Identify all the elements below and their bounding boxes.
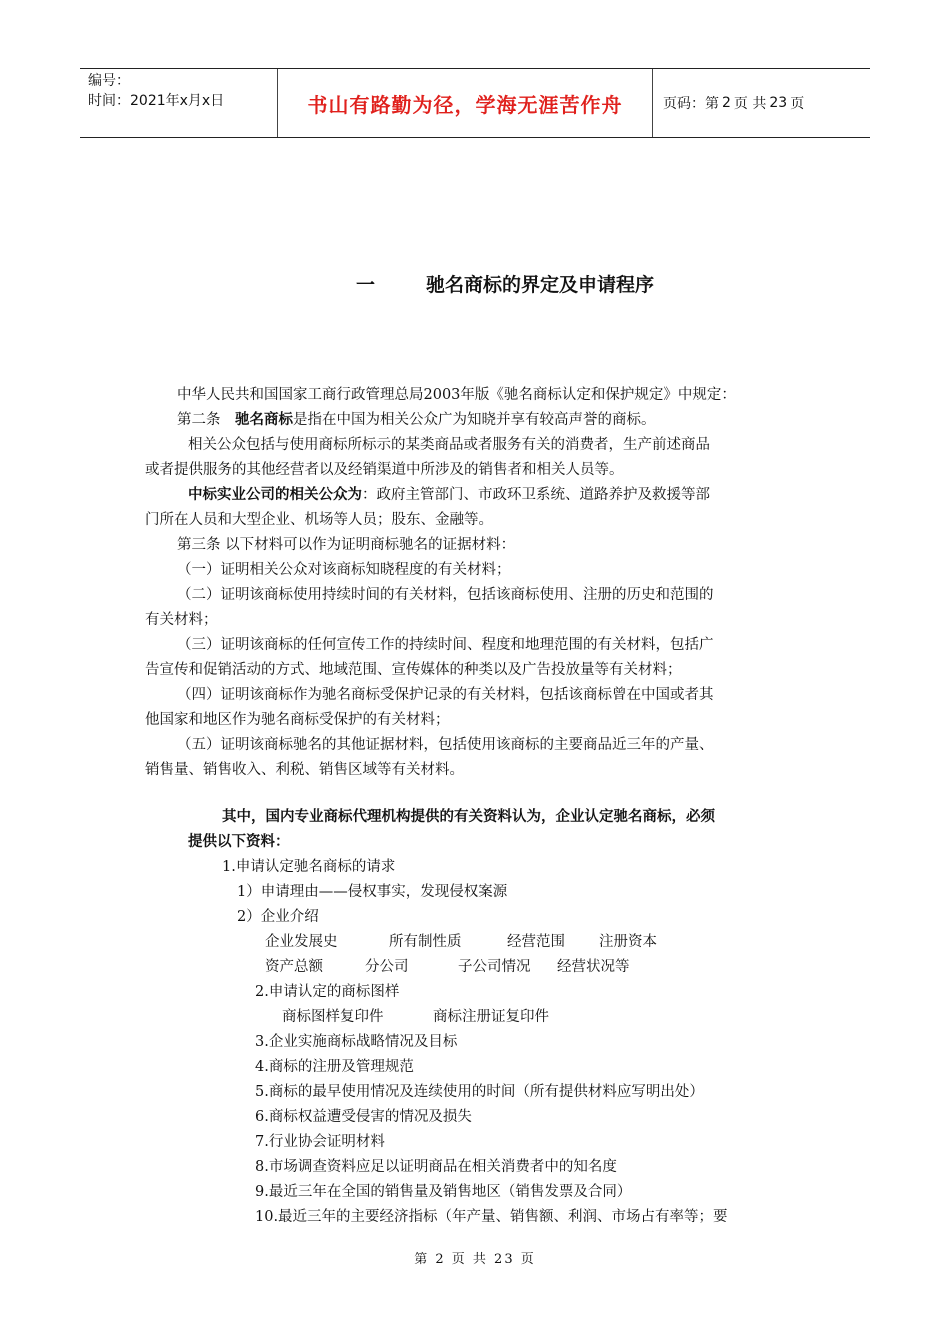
para-2-rest: 是指在中国为相关公众广为知晓并享有较高声誉的商标。 bbox=[293, 412, 656, 428]
list-subitem: 注册资本 bbox=[599, 934, 657, 950]
para-8b: 告宣传和促销活动的方式、地域范围、宣传媒体的种类以及广告投放量等有关材料； bbox=[145, 662, 682, 678]
para-4c: 门所在人员和大型企业、机场等人员；股东、金融等。 bbox=[145, 512, 493, 528]
list-item-6: 6.商标权益遭受侵害的情况及损失 bbox=[255, 1109, 472, 1125]
list-subitem: 子公司情况 bbox=[458, 959, 531, 975]
list-item-3: 3.企业实施商标战略情况及目标 bbox=[255, 1034, 458, 1050]
list-item-9: 9.最近三年在全国的销售量及销售地区（销售发票及合同） bbox=[255, 1184, 632, 1200]
list-item-1: 1.申请认定驰名商标的请求 bbox=[222, 859, 396, 875]
page-header bbox=[80, 68, 870, 138]
date-label: 时间：2021年x月x日 bbox=[88, 93, 225, 109]
list-item-1a: 1）申请理由——侵权事实，发现侵权案源 bbox=[237, 884, 508, 900]
para-5: 第三条 以下材料可以作为证明商标驰名的证据材料： bbox=[177, 537, 516, 553]
para-7a: （二）证明该商标使用持续时间的有关材料，包括该商标使用、注册的历史和范围的 bbox=[177, 587, 714, 603]
page-footer: 第 2 页 共 23 页 bbox=[414, 1252, 536, 1267]
para-3a: 相关公众包括与使用商标所标示的某类商品或者服务有关的消费者，生产前述商品 bbox=[188, 437, 710, 453]
page-end: 页 bbox=[790, 96, 805, 112]
para-10a: （五）证明该商标驰名的其他证据材料，包括使用该商标的主要商品近三年的产量、 bbox=[177, 737, 714, 753]
list-item-2: 2.申请认定的商标图样 bbox=[255, 984, 400, 1000]
para-2 bbox=[177, 409, 656, 431]
section-number: 一 bbox=[355, 274, 375, 296]
list-subitem: 经营状况等 bbox=[557, 959, 630, 975]
para-2-bold: 驰名商标 bbox=[235, 412, 293, 428]
para-3b: 或者提供服务的其他经营者以及经销渠道中所涉及的销售者和相关人员等。 bbox=[145, 462, 624, 478]
header-motto-cell bbox=[278, 69, 653, 137]
para-4-rest: ：政府主管部门、市政环卫系统、道路养护及救援等部 bbox=[362, 487, 710, 503]
para-11a: 其中，国内专业商标代理机构提供的有关资料认为，企业认定驰名商标，必须 bbox=[222, 809, 715, 825]
para-6: （一）证明相关公众对该商标知晓程度的有关材料； bbox=[177, 562, 511, 578]
list-item-1b: 2）企业介绍 bbox=[237, 909, 319, 925]
para-4-bold: 中标实业公司的相关公众为 bbox=[188, 487, 362, 503]
page-total: 23 bbox=[769, 95, 788, 111]
header-page-info bbox=[653, 69, 870, 137]
list-subitem: 经营范围 bbox=[507, 934, 565, 950]
section-title-text: 驰名商标的界定及申请程序 bbox=[425, 274, 654, 296]
list-subitem: 资产总额 bbox=[265, 959, 323, 975]
para-8a: （三）证明该商标的任何宣传工作的持续时间、程度和地理范围的有关材料，包括广 bbox=[177, 637, 714, 653]
list-item-5: 5.商标的最早使用情况及连续使用的时间（所有提供材料应写明出处） bbox=[255, 1084, 704, 1100]
page-num: 2 bbox=[722, 95, 731, 111]
list-subitem: 所有制性质 bbox=[389, 934, 462, 950]
para-9a: （四）证明该商标作为驰名商标受保护记录的有关材料，包括该商标曾在中国或者其 bbox=[177, 687, 714, 703]
para-4a bbox=[188, 484, 710, 506]
list-subitem: 商标注册证复印件 bbox=[433, 1009, 549, 1025]
header-motto: 书山有路勤为径，学海无涯苦作舟 bbox=[307, 92, 623, 117]
list-item-7: 7.行业协会证明材料 bbox=[255, 1134, 385, 1150]
para-7b: 有关材料； bbox=[145, 612, 218, 628]
page-mid: 页 共 bbox=[733, 96, 767, 112]
section-title bbox=[0, 270, 950, 297]
list-subitem: 分公司 bbox=[365, 959, 409, 975]
page-label: 页码：第 bbox=[663, 96, 719, 112]
serial-label: 编号： bbox=[88, 73, 130, 89]
list-item-8: 8.市场调查资料应足以证明商品在相关消费者中的知名度 bbox=[255, 1159, 617, 1175]
header-meta bbox=[80, 69, 278, 137]
para-9b: 他国家和地区作为驰名商标受保护的有关材料； bbox=[145, 712, 450, 728]
list-subitem: 企业发展史 bbox=[265, 934, 338, 950]
para-2-lead: 第二条 bbox=[177, 412, 235, 428]
para-10b: 销售量、销售收入、利税、销售区域等有关材料。 bbox=[145, 762, 464, 778]
para-11b: 提供以下资料： bbox=[188, 834, 290, 850]
list-item-10: 10.最近三年的主要经济指标（年产量、销售额、利润、市场占有率等；要 bbox=[255, 1209, 728, 1225]
list-item-4: 4.商标的注册及管理规范 bbox=[255, 1059, 414, 1075]
list-subitem: 商标图样复印件 bbox=[282, 1009, 384, 1025]
para-1: 中华人民共和国国家工商行政管理总局2003年版《驰名商标认定和保护规定》中规定： bbox=[177, 387, 736, 403]
